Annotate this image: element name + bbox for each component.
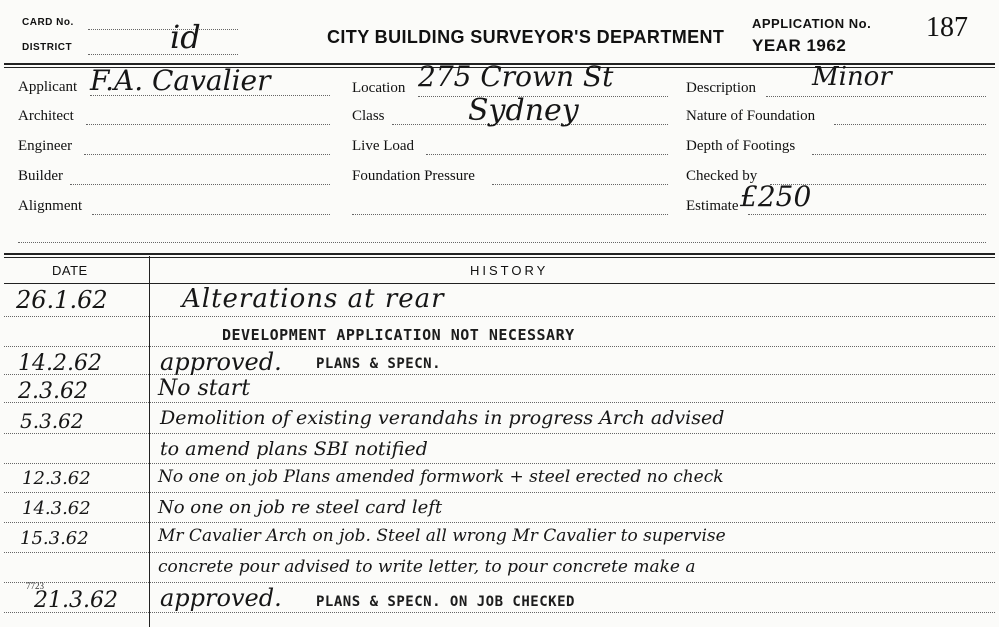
estimate-line bbox=[748, 214, 986, 215]
history-top-rule-2 bbox=[4, 257, 995, 258]
rule bbox=[4, 402, 995, 403]
location-value: 275 Crown St bbox=[418, 60, 614, 93]
depth-line bbox=[812, 154, 986, 155]
rule bbox=[4, 522, 995, 523]
history-stamp: DEVELOPMENT APPLICATION NOT NECESSARY bbox=[222, 326, 575, 344]
history-date: 14.3.62 bbox=[22, 498, 91, 519]
depth-of-footings-label: Depth of Footings bbox=[686, 138, 796, 154]
history-entry: Alterations at rear bbox=[182, 284, 445, 314]
foundation-pressure-label: Foundation Pressure bbox=[352, 168, 475, 184]
district-line bbox=[88, 54, 238, 55]
department-title: CITY BUILDING SURVEYOR'S DEPARTMENT bbox=[327, 27, 725, 47]
builder-label: Builder bbox=[18, 168, 63, 184]
rule bbox=[4, 612, 995, 613]
middle-extra-line bbox=[352, 214, 668, 215]
history-date: 12.3.62 bbox=[22, 468, 91, 489]
history-header: HISTORY bbox=[470, 263, 549, 278]
rule bbox=[4, 552, 995, 553]
history-entry: approved. bbox=[160, 348, 282, 376]
card-no-line bbox=[88, 29, 238, 30]
builder-line bbox=[70, 184, 330, 185]
engineer-line bbox=[84, 154, 330, 155]
history-entry: No start bbox=[158, 376, 251, 401]
history-date: 14.2.62 bbox=[18, 351, 102, 376]
history-date: 5.3.62 bbox=[20, 409, 84, 433]
history-entry: Demolition of existing verandahs in progress Arch advised bbox=[160, 407, 725, 429]
location-label: Location bbox=[352, 80, 406, 96]
application-no-label: APPLICATION No. bbox=[752, 16, 872, 31]
live-load-line bbox=[426, 154, 668, 155]
history-date: 15.3.62 bbox=[20, 528, 89, 549]
date-header: DATE bbox=[52, 263, 88, 278]
history-entry: No one on job re steel card left bbox=[158, 497, 443, 518]
architect-label: Architect bbox=[18, 108, 74, 124]
history-date: 21.3.62 bbox=[34, 588, 118, 613]
history-top-rule bbox=[4, 253, 995, 255]
date-column-divider bbox=[149, 256, 150, 627]
nature-line bbox=[834, 124, 986, 125]
description-label: Description bbox=[686, 80, 756, 96]
checked-by-label: Checked by bbox=[686, 168, 758, 184]
nature-of-foundation-label: Nature of Foundation bbox=[686, 108, 816, 124]
history-entry: to amend plans SBI notified bbox=[160, 438, 428, 460]
engineer-label: Engineer bbox=[18, 138, 73, 154]
class-label: Class bbox=[352, 108, 385, 124]
rule bbox=[4, 346, 995, 347]
application-number: 187 bbox=[926, 12, 968, 43]
district-label: DISTRICT bbox=[22, 42, 73, 53]
margin-note: 7723 bbox=[26, 581, 44, 591]
rule bbox=[4, 492, 995, 493]
description-value: Minor bbox=[812, 62, 892, 92]
district-value: id bbox=[170, 18, 201, 56]
alignment-label: Alignment bbox=[18, 198, 83, 214]
rule bbox=[4, 374, 995, 375]
description-line bbox=[766, 96, 986, 97]
live-load-label: Live Load bbox=[352, 138, 415, 154]
class-value: Sydney bbox=[468, 93, 579, 128]
history-header-rule bbox=[4, 283, 995, 284]
fields-bottom-dotted bbox=[18, 242, 986, 243]
alignment-line bbox=[92, 214, 330, 215]
history-date: 2.3.62 bbox=[18, 379, 88, 404]
estimate-label: Estimate bbox=[686, 198, 739, 214]
rule bbox=[4, 582, 995, 583]
applicant-value: F.A. Cavalier bbox=[90, 64, 271, 97]
history-date: 26.1.62 bbox=[16, 286, 108, 314]
rule bbox=[4, 463, 995, 464]
foundation-pressure-line bbox=[492, 184, 668, 185]
year-label: YEAR 1962 bbox=[752, 36, 847, 55]
rule bbox=[4, 316, 995, 317]
rule bbox=[4, 433, 995, 434]
card-no-label: CARD No. bbox=[22, 17, 74, 28]
history-entry: No one on job Plans amended formwork + steel erected no check bbox=[158, 467, 724, 487]
history-stamp: PLANS & SPECN. ON JOB CHECKED bbox=[316, 594, 575, 610]
estimate-value: £250 bbox=[740, 180, 812, 213]
history-entry: concrete pour advised to write letter, to pour concrete make a bbox=[158, 557, 696, 577]
history-entry: Mr Cavalier Arch on job. Steel all wrong Mr Cavalier to supervise bbox=[158, 526, 726, 546]
architect-line bbox=[86, 124, 330, 125]
history-entry: approved. bbox=[160, 584, 282, 612]
history-stamp: PLANS & SPECN. bbox=[316, 356, 442, 372]
applicant-label: Applicant bbox=[18, 79, 78, 95]
